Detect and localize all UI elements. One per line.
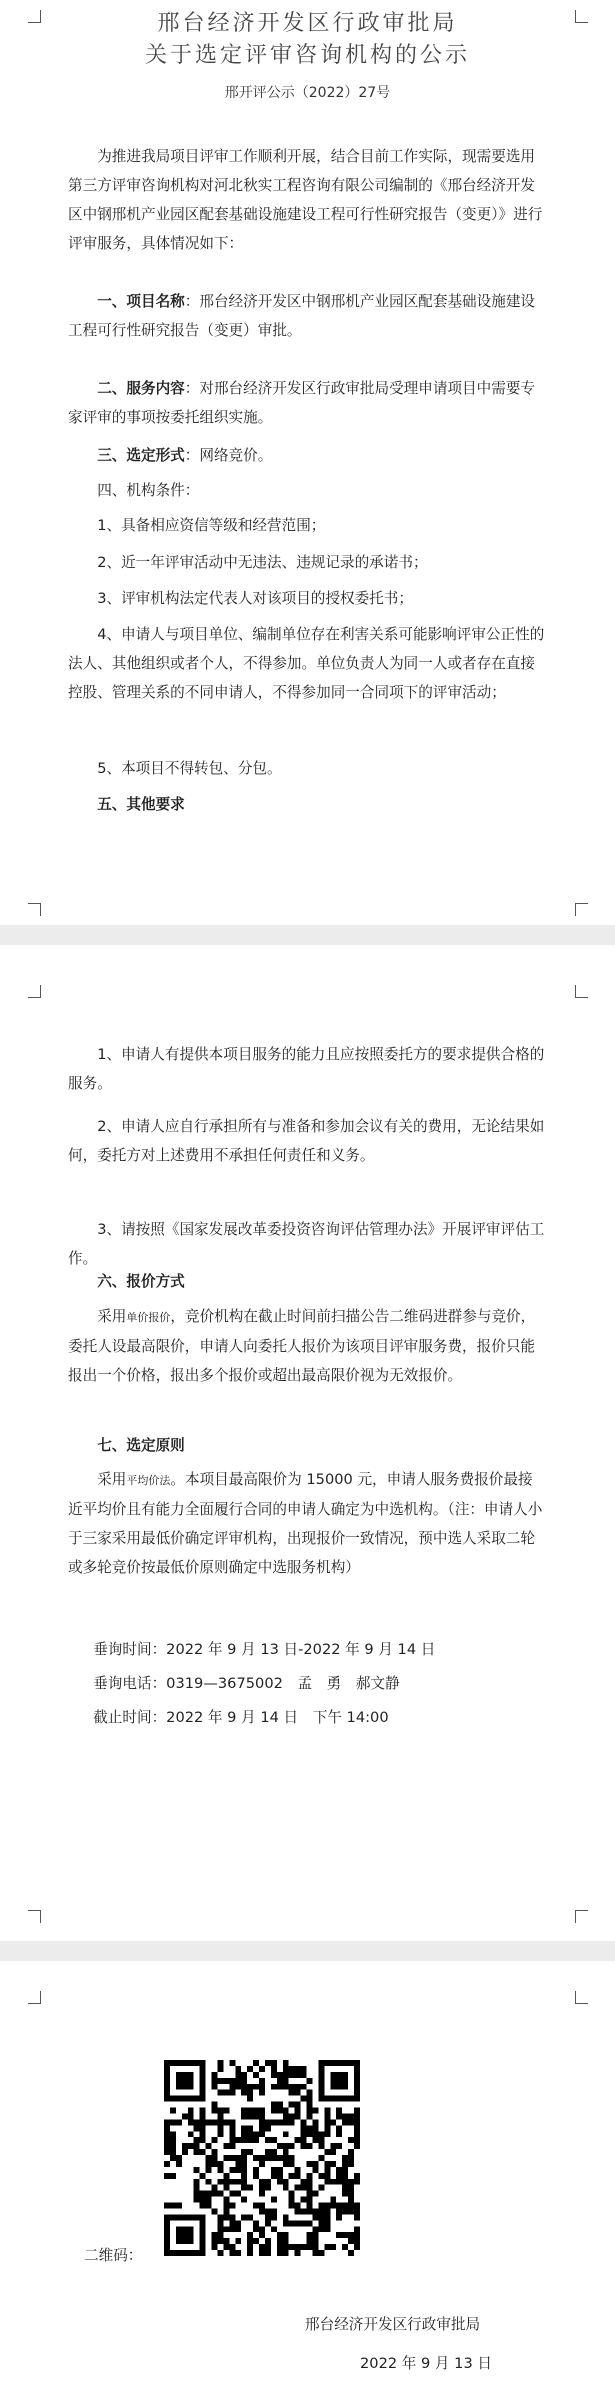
crop-mark xyxy=(575,985,588,998)
page-gap xyxy=(0,925,615,945)
quote-note: 单价报价 xyxy=(126,1311,171,1324)
condition-item: 2、近一年评审活动中无违法、违规记录的承诺书； xyxy=(97,554,428,571)
requirement-item: 3、请按照《国家发展改革委投资咨询评估管理办法》开展评审评估工作。 xyxy=(68,1221,545,1267)
qr-label: 二维码： xyxy=(84,2247,143,2264)
quote-text: ，竞价机构在截止时间前扫描公告二维码进群参与竞价，委托人设最高限价，申请人向委托人报价为该项目评审服务费，报价只能报出一个价格，报出多个报价或超出最高限价视为无效报价。 xyxy=(68,1308,536,1384)
crop-mark xyxy=(28,1910,41,1923)
quote-method-text xyxy=(68,1302,546,1390)
crop-mark xyxy=(575,1910,588,1923)
page-2 xyxy=(0,945,615,1941)
section-text: ：网络竞价。 xyxy=(184,447,273,464)
section-label: 一、项目名称 xyxy=(97,293,185,310)
section-conditions-heading: 四、机构条件： xyxy=(97,482,200,499)
section-project-name xyxy=(68,287,546,345)
crop-mark xyxy=(28,903,41,916)
crop-mark xyxy=(575,1991,588,2004)
inquiry-period: 垂询时间：2022 年 9 月 13 日-2022 年 9 月 14 日 xyxy=(93,1641,436,1658)
section-service xyxy=(68,374,546,432)
crop-mark xyxy=(28,1991,41,2004)
signature-date: 2022 年 9 月 13 日 xyxy=(360,2355,492,2372)
section-text: ：邢台经济开发区中钢邢机产业园区配套基础设施建设工程可行性研究报告（变更）审批。 xyxy=(68,293,536,339)
section-quote-method: 六、报价方式 xyxy=(97,1273,185,1290)
section-label: 三、选定形式 xyxy=(97,447,185,464)
section-other-requirements: 五、其他要求 xyxy=(97,796,185,813)
section-text: ：对邢台经济开发区行政审批局受理申请项目中需要专家评审的事项按委托组织实施。 xyxy=(68,380,536,426)
section-selection-form xyxy=(68,441,546,470)
selection-principle-text xyxy=(68,1465,546,1582)
inquiry-phone: 垂询电话：0319—3675002 孟 勇 郝文静 xyxy=(93,1675,400,1692)
signature-org: 邢台经济开发区行政审批局 xyxy=(305,2316,481,2333)
title-line-1: 邢台经济开发区行政审批局 xyxy=(157,11,458,36)
quote-prefix: 采用 xyxy=(97,1308,127,1325)
section-label: 二、服务内容 xyxy=(97,380,185,397)
doc-number: 邢开评公示（2022）27号 xyxy=(224,85,391,101)
principle-note: 平均价法 xyxy=(126,1474,171,1487)
intro-paragraph: 为推进我局项目评审工作顺利开展，结合目前工作实际，现需要选用第三方评审咨询机构对河北秋实工程咨询有限公司编制的《邢台经济开发区中钢邢机产业园区配套基础设施建设工程可行性研究报告（变更）》进行评审服务，具体情况如下： xyxy=(68,148,543,252)
section-selection-principle: 七、选定原则 xyxy=(97,1437,185,1454)
title-line-2: 关于选定评审咨询机构的公示 xyxy=(144,43,470,68)
condition-item: 3、评审机构法定代表人对该项目的授权委托书； xyxy=(97,590,413,607)
principle-prefix: 采用 xyxy=(97,1471,127,1488)
condition-item: 1、具备相应资信等级和经营范围； xyxy=(97,517,326,534)
condition-item: 4、申请人与项目单位、编制单位存在利害关系可能影响评审公正性的法人、其他组织或者个人，不得参加。单位负责人为同一人或者存在直接控股、管理关系的不同申请人，不得参加同一合同项下的评审活动； xyxy=(68,626,545,701)
principle-text: 。本项目最高限价为 15000 元，申请人服务费报价最接近平均价且有能力全面履行合同的申请人确定为中选机构。（注：申请人小于三家采用最低价确定评审机构，出现报价一致情况，预中选人采取二轮或多轮竞价按最低价原则确定中选服务机构） xyxy=(68,1471,543,1576)
requirement-item: 1、申请人有提供本项目服务的能力且应按照委托方的要求提供合格的服务。 xyxy=(68,1046,545,1092)
page-gap xyxy=(0,1941,615,1961)
condition-item: 5、本项目不得转包、分包。 xyxy=(97,760,282,777)
page-1 xyxy=(0,0,615,925)
requirement-item: 2、申请人应自行承担所有与准备和参加会议有关的费用，无论结果如何，委托方对上述费用不承担任何责任和义务。 xyxy=(68,1118,545,1164)
crop-mark xyxy=(575,903,588,916)
crop-mark xyxy=(28,985,41,998)
deadline: 截止时间：2022 年 9 月 14 日 下午 14:00 xyxy=(93,1709,389,1726)
qr-code[interactable] xyxy=(164,2060,360,2256)
